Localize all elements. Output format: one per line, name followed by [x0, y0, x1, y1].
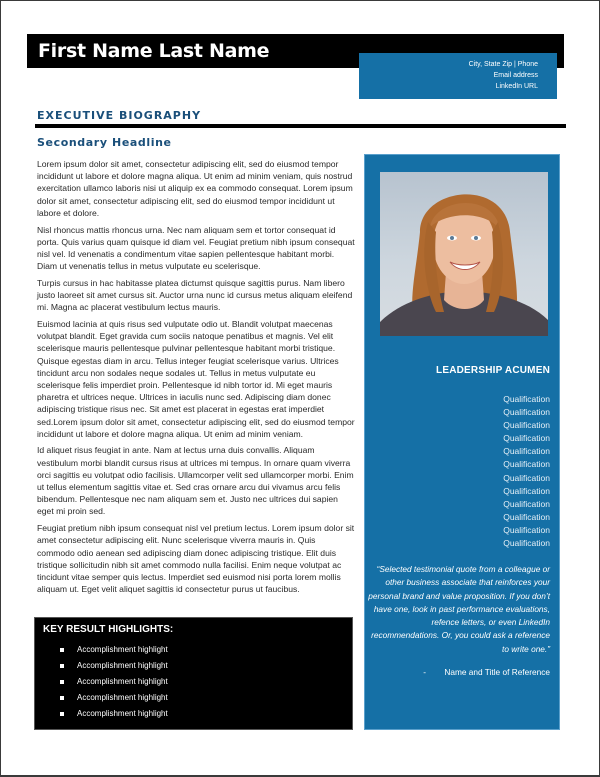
bio-paragraph: Turpis cursus in hac habitasse platea dictumst quisque sagittis purus. Nam libero justo laoreet sit amet cursus sit. Auctor urna nunc id cursus metus aliquam eleifend mi. Magna ac placerat vestibulum lectus mauris.	[37, 277, 353, 313]
bio-paragraph: Feugiat pretium nibh ipsum consequat nisl vel pretium lectus. Lorem ipsum dolor sit amet consectetur adipiscing elit. Nunc scelerisque viverra mauris in. Quis commodo odio aenean sed adipiscing diam donec adipiscing tristique. Elit duis tristique sollicitudin nibh sit amet commodo nulla facilisi. Enim neque volutpat ac tincidunt vitae semper quis lectus. Imperdiet sed euismod nisi porta lorem mollis aliquam ut. Eget velit aliquet sagittis id consectetur purus ut faucibus.	[37, 523, 355, 595]
qualifications-list	[503, 393, 550, 550]
portrait-photo-icon	[380, 172, 548, 336]
square-bullet-icon	[60, 664, 64, 668]
section-divider	[35, 124, 566, 128]
highlight-text: Accomplishment highlight	[77, 661, 168, 671]
qualification-item: Qualification	[503, 485, 550, 496]
portrait-photo	[380, 172, 548, 336]
reference-name: Name and Title of Reference	[444, 667, 550, 677]
qualification-item: Qualification	[503, 511, 550, 522]
square-bullet-icon	[60, 696, 64, 700]
key-results-title: KEY RESULT HIGHLIGHTS:	[43, 624, 174, 635]
biography-text	[37, 158, 355, 600]
list-item	[60, 690, 168, 706]
contact-location-phone: City, State Zip | Phone	[468, 61, 538, 68]
qualification-item: Qualification	[503, 459, 550, 470]
bio-paragraph: Euismod lacinia at quis risus sed vulputate odio ut. Blandit volutpat maecenas volutpat blandit. Eget gravida cum sociis natoque penatibus et magnis. Vel elit scelerisque mauris pellentesque pulvinar pellentesque habitant morbi tristique. Quisque egestas diam in arcu. Tellus integer feugiat scelerisque varius. Ultrices tincidunt arcu non sodales neque sodales ut. Tellus in metus vulputate eu scelerisque felis imperdiet proin. Pellentesque id nibh tortor id. Mi eget mauris pharetra et ultrices neque. Ultrices in iaculis nunc sed. Adipiscing diam donec adipiscing tristique risus nec. Sit amet est placerat in egestas erat imperdiet sed.Lorem ipsum dolor sit amet, consectetur adipiscing elit, sed do eiusmod tempor incididunt ut labore et dolore magna aliqua. Ut enim ad minim veniam.	[37, 318, 355, 439]
candidate-name: First Name Last Name	[38, 40, 270, 62]
testimonial-quote: “Selected testimonial quote from a colleague or other business associate that reinforces your personal brand and value proposition. If you don’t have one, look in past performance evaluations, refence letters, or even LinkedIn recommendations. Or, you could ask a reference to write one.”	[368, 564, 550, 654]
contact-linkedin: LinkedIn URL	[495, 83, 538, 90]
highlight-text: Accomplishment highlight	[77, 677, 168, 687]
list-item	[60, 674, 168, 690]
highlight-text: Accomplishment highlight	[77, 645, 168, 654]
bio-paragraph: Id aliquet risus feugiat in ante. Nam at lectus urna duis convallis. Aliquam vestibulum morbi blandit cursus risus at ultrices mi tempus. In ornare quam viverra orci sagittis eu volutpat odio facilisis. Ullamcorper velit sed ullamcorper morbi. Enim ut tellus elementum sagittis vitae et. Sed cras ornare arcu dui vivamus arcu felis bibendum. Pellentesque nec nam aliquam sem et. Justo nec ultrices dui sapien eget mi proin sed.	[37, 445, 354, 517]
square-bullet-icon	[60, 712, 64, 716]
leadership-acumen-title: LEADERSHIP ACUMEN	[436, 365, 550, 376]
key-results-box	[34, 617, 353, 730]
qualification-item: Qualification	[503, 446, 550, 457]
list-item	[60, 706, 168, 722]
qualification-item: Qualification	[503, 407, 550, 418]
bio-paragraph: Lorem ipsum dolor sit amet, consectetur adipiscing elit, sed do eiusmod tempor incididunt ut labore et dolore magna aliqua. Ut enim ad minim veniam, quis nostrud exercitation ullamco laboris nisi ut aliquip ex ea commodo consequat. Lorem ipsum dolor sit amet, consectetur adipiscing elit, sed do eiusmod tempor incididunt ut labore et dolore.	[37, 159, 353, 218]
qualification-item: Qualification	[503, 524, 550, 535]
qualification-item: Qualification	[503, 433, 550, 444]
highlight-text: Accomplishment highlight	[77, 693, 168, 703]
key-results-list	[60, 642, 168, 722]
qualification-item: Qualification	[503, 538, 550, 549]
bio-paragraph: Nisl rhoncus mattis rhoncus urna. Nec nam aliquam sem et tortor consequat id porta. Quis varius quam quisque id diam vel. Feugiat pretium nibh ipsum consequat nisl vel. Id venenatis a condimentum vitae sapien pellentesque habitant morbi. Diam ut venenatis tellus in metus vulputate eu scelerisque.	[37, 224, 355, 272]
qualification-item: Qualification	[503, 420, 550, 431]
qualification-item: Qualification	[503, 394, 550, 404]
secondary-headline: Secondary Headline	[37, 136, 172, 149]
list-item	[60, 658, 168, 674]
contact-email: Email address	[493, 72, 538, 79]
square-bullet-icon	[60, 648, 64, 652]
section-title: EXECUTIVE BIOGRAPHY	[37, 109, 202, 122]
qualification-item: Qualification	[503, 498, 550, 509]
list-item	[60, 642, 168, 658]
qualification-item: Qualification	[503, 472, 550, 483]
reference-dash: -	[423, 667, 427, 677]
sidebar-panel	[364, 154, 560, 730]
contact-info-box	[359, 53, 557, 99]
testimonial-reference	[423, 667, 550, 677]
highlight-text: Accomplishment highlight	[77, 709, 168, 719]
square-bullet-icon	[60, 680, 64, 684]
